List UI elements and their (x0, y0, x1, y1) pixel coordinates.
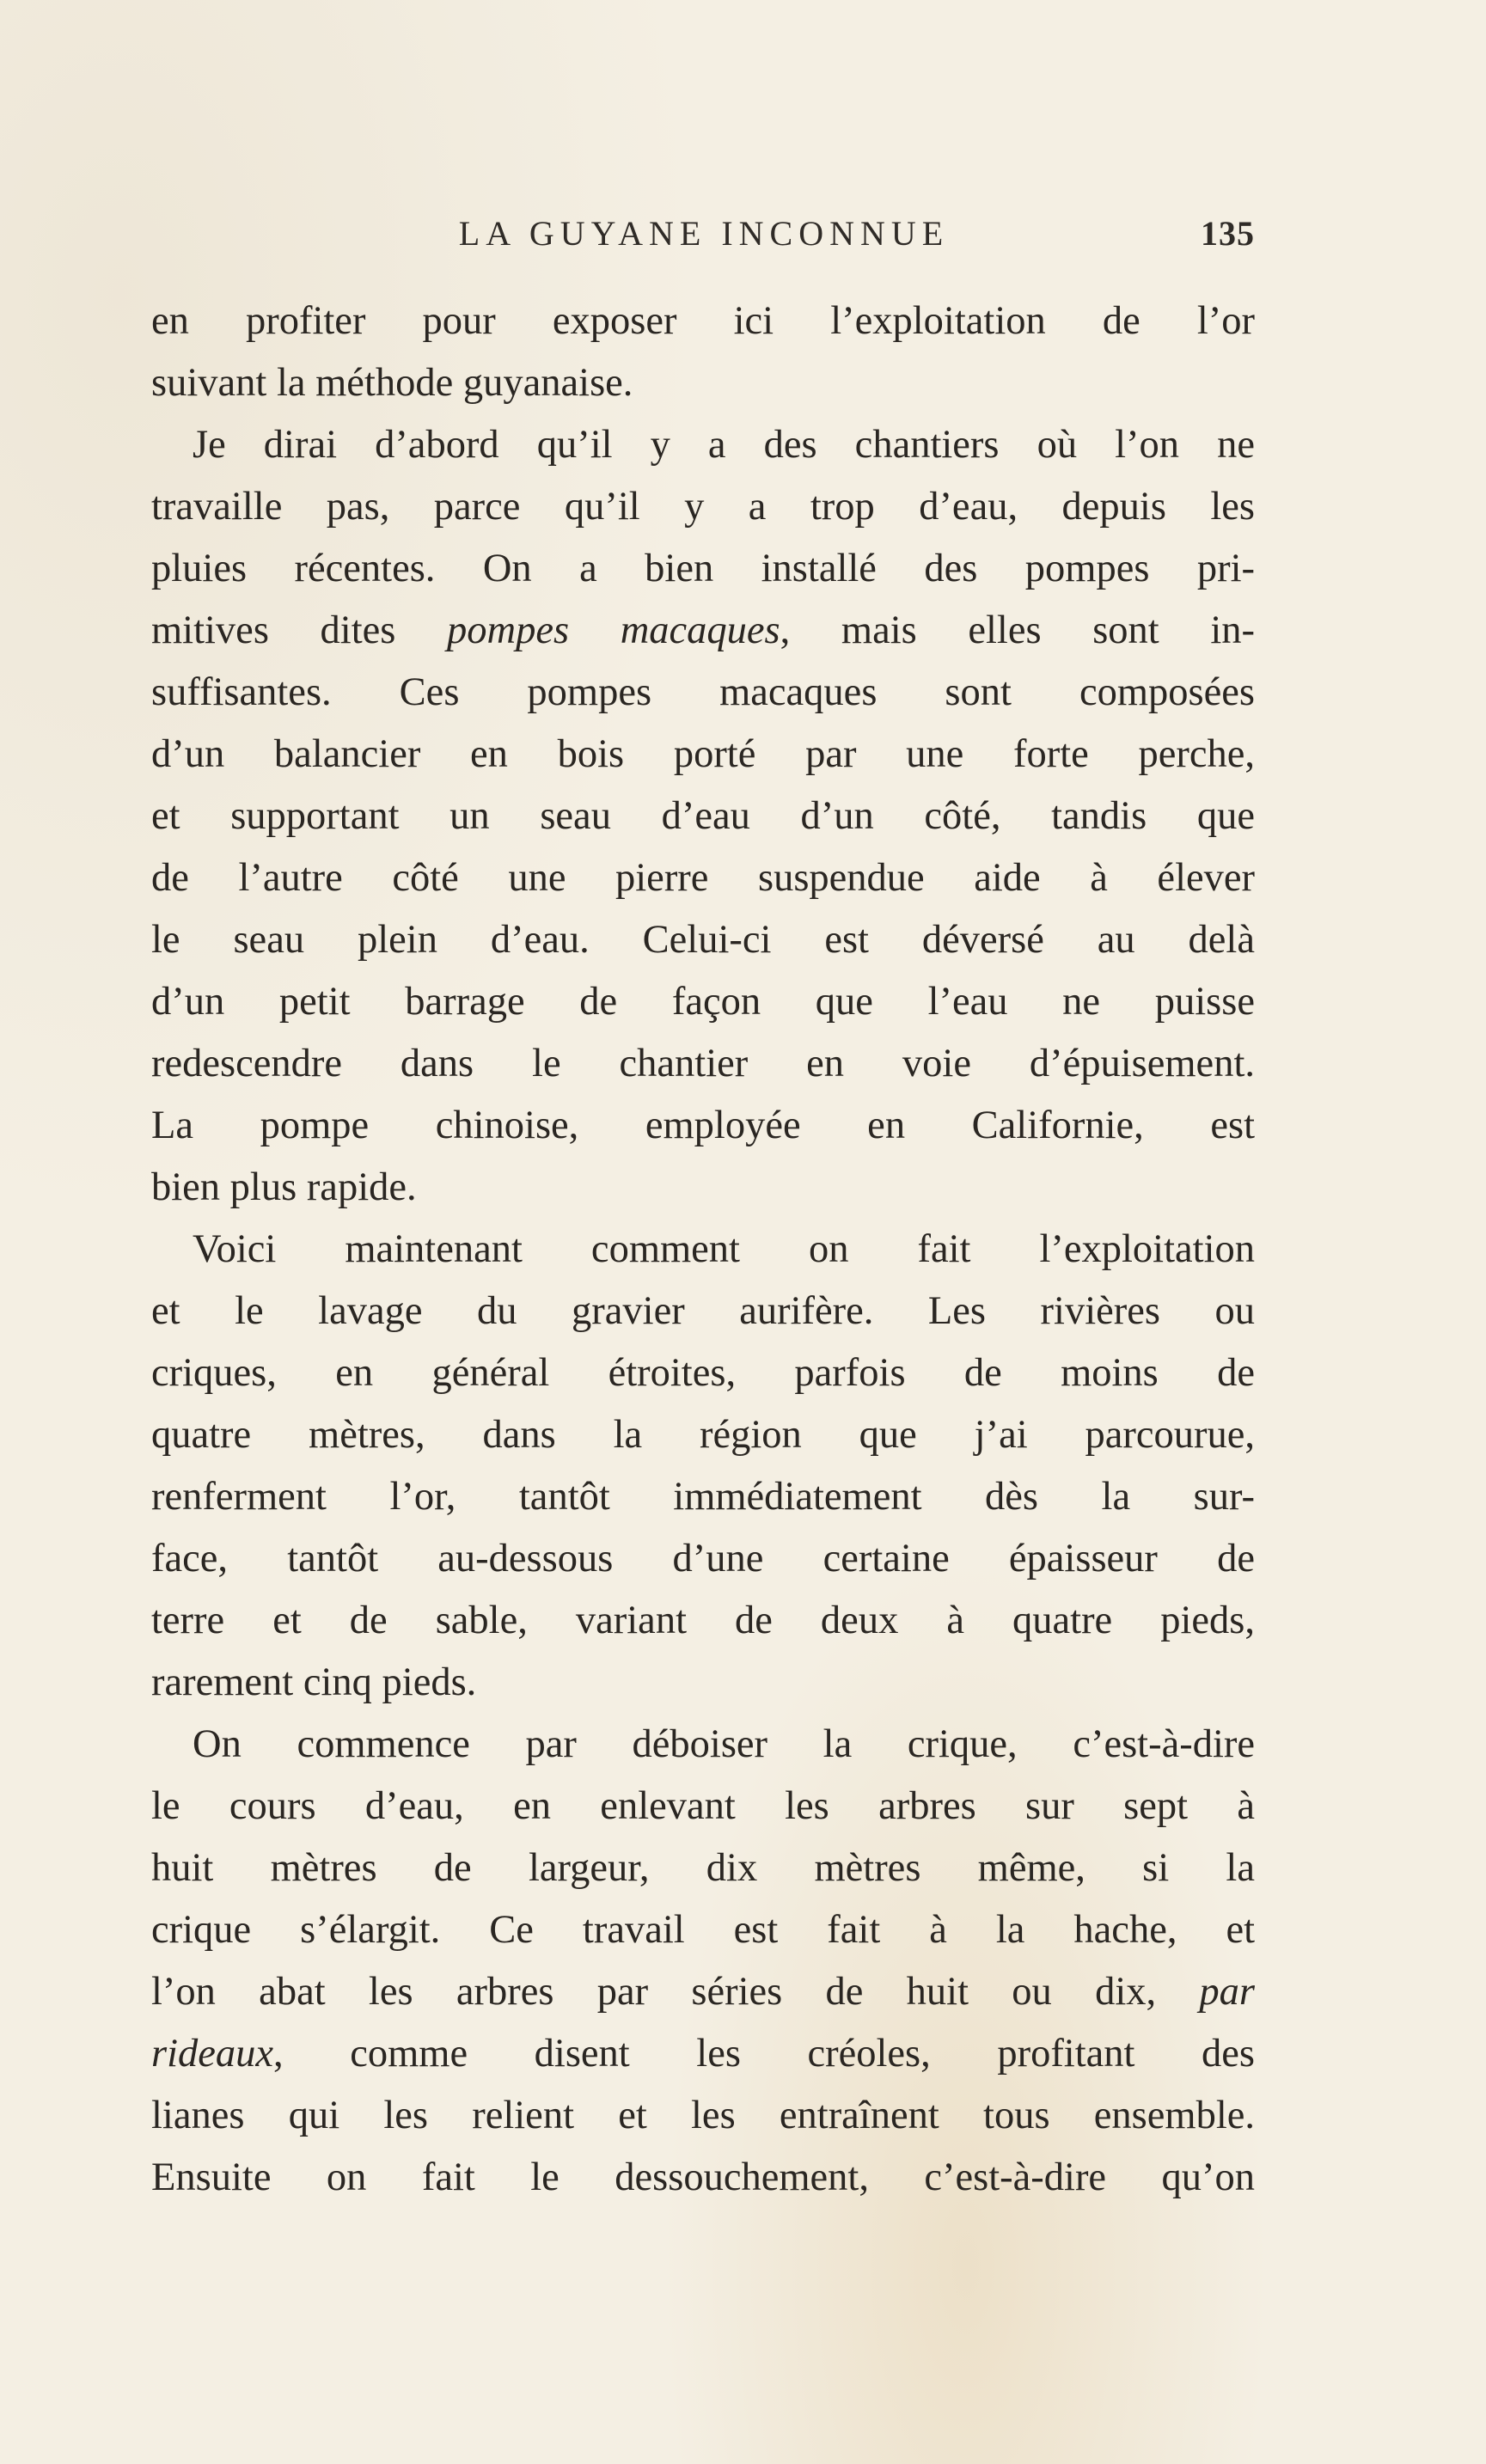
text-line: On commence par déboiser la crique, c’est-à-dire (193, 1722, 1255, 1766)
text-line: renferment l’or, tantôt immédiatement dès la sur- (151, 1475, 1255, 1519)
text-line: Je dirai d’abord qu’il y a des chantiers où l’on ne (193, 423, 1255, 467)
text-line: et supportant un seau d’eau d’un côté, tandis que (151, 794, 1255, 838)
page-number: 135 (1201, 214, 1255, 253)
text-line: travaille pas, parce qu’il y a trop d’eau, depuis les (151, 485, 1255, 529)
text-line: en profiter pour exposer ici l’exploitation de l’or (151, 299, 1255, 343)
body-text (151, 290, 1255, 2209)
text-segment: mitives dites (151, 608, 447, 652)
text-line: le seau plein d’eau. Celui-ci est déversé au delà (151, 918, 1255, 962)
text-line: quatre mètres, dans la région que j’ai parcourue, (151, 1413, 1255, 1457)
text-line: suffisantes. Ces pompes macaques sont composées (151, 670, 1255, 714)
text-segment: , mais elles sont in- (780, 608, 1255, 652)
text-line: face, tantôt au-dessous d’une certaine épaisseur de (151, 1537, 1255, 1581)
text-line: pluies récentes. On a bien installé des pompes pri- (151, 547, 1255, 590)
running-head (153, 213, 1255, 256)
text-line: crique s’élargit. Ce travail est fait à la hache, et (151, 1908, 1255, 1952)
italic-segment: par (1199, 1970, 1255, 2014)
text-line: bien plus rapide. (151, 1165, 417, 1209)
text-line: terre et de sable, variant de deux à quatre pieds, (151, 1599, 1255, 1642)
text-line: suivant la méthode guyanaise. (151, 361, 633, 405)
text-line: lianes qui les relient et les entraînent tous ensemble. (151, 2094, 1255, 2137)
text-line: redescendre dans le chantier en voie d’épuisement. (151, 1042, 1255, 1085)
text-line (151, 1961, 1255, 2023)
text-line (151, 600, 1255, 662)
running-title: LA GUYANE INCONNUE (458, 214, 950, 253)
text-line: d’un petit barrage de façon que l’eau ne puisse (151, 980, 1255, 1024)
text-line: criques, en général étroites, parfois de moins de (151, 1351, 1255, 1395)
text-line: et le lavage du gravier aurifère. Les rivières ou (151, 1289, 1255, 1333)
italic-segment: pompes macaques (447, 608, 780, 652)
text-line: de l’autre côté une pierre suspendue aide à élever (151, 856, 1255, 900)
text-line: le cours d’eau, en enlevant les arbres sur sept à (151, 1784, 1255, 1828)
text-line: huit mètres de largeur, dix mètres même, si la (151, 1846, 1255, 1890)
text-line: d’un balancier en bois porté par une forte perche, (151, 732, 1255, 776)
text-segment: l’on abat les arbres par séries de huit ou dix, (151, 1970, 1200, 2014)
text-line: rarement cinq pieds. (151, 1660, 477, 1704)
text-line (151, 2023, 1255, 2085)
text-line: Ensuite on fait le dessouchement, c’est-à-dire qu’on (151, 2155, 1255, 2199)
text-line: La pompe chinoise, employée en Californie, est (151, 1104, 1255, 1147)
text-segment: , comme disent les créoles, profitant des (273, 2032, 1255, 2076)
text-line: Voici maintenant comment on fait l’exploitation (193, 1227, 1255, 1271)
italic-segment: rideaux (151, 2032, 274, 2076)
